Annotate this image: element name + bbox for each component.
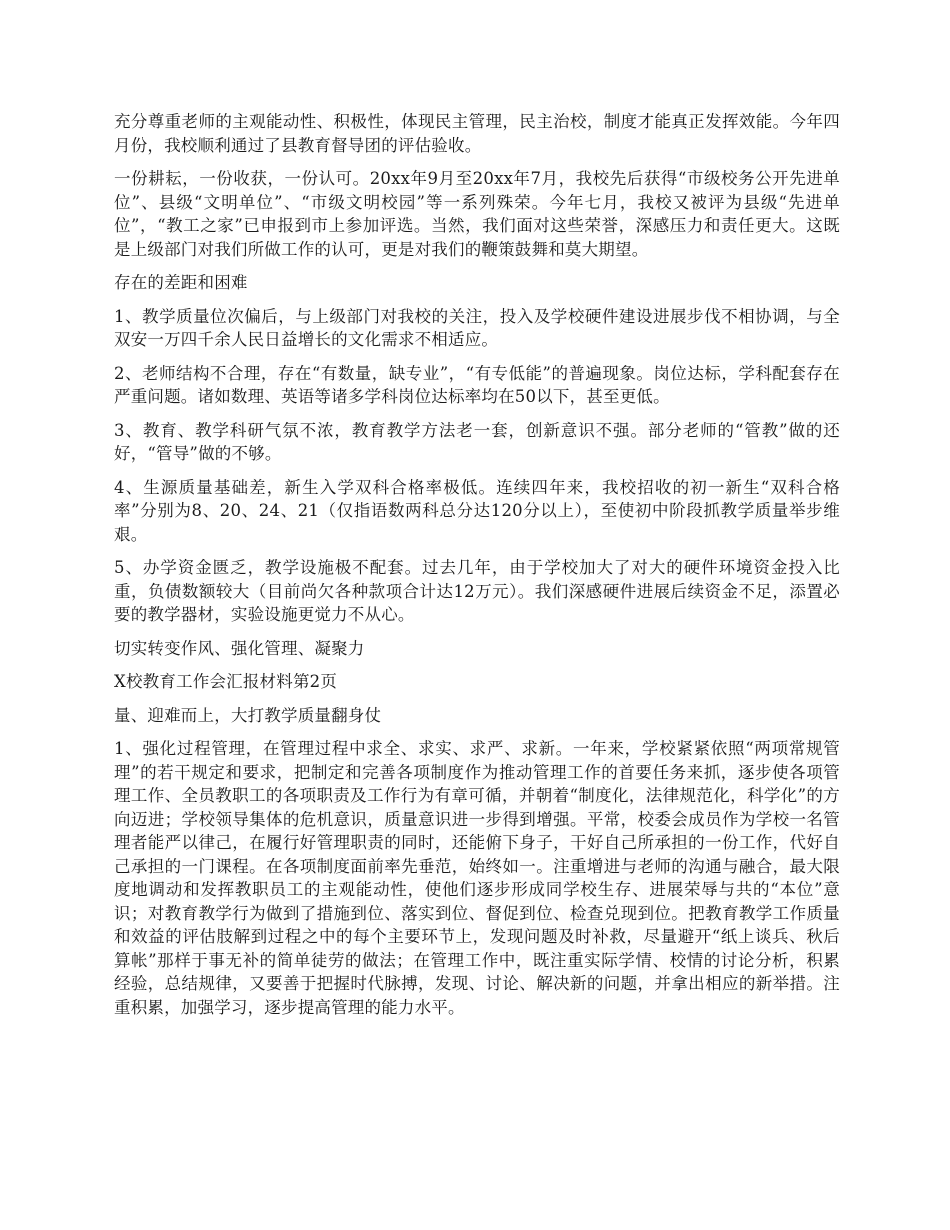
paragraph: 一份耕耘，一份收获，一份认可。20xx年9月至20xx年7月，我校先后获得“市级校务公开先进单位”、县级“文明单位”、“市级文明校园”等一系列殊荣。今年七月，我校又被评为县级“先进单位”，“教工之家”已申报到市上参加评选。当然，我们面对这些荣誉，深感压力和责任更大。这既是上级部门对我们所做工作的认可，更是对我们的鞭策鼓舞和莫大期望。	[114, 169, 840, 259]
page-marker: X校教育工作会汇报材料第2页	[114, 672, 338, 691]
paragraph: 5、办学资金匮乏，教学设施极不配套。过去几年，由于学校加大了对大的硬件环境资金投入比重，负债数额较大（目前尚欠各种款项合计达12万元）。我们深感硬件进展后续资金不足，添置必要的教学器材，实验设施更觉力不从心。	[114, 558, 840, 624]
paragraph: 1、教学质量位次偏后，与上级部门对我校的关注，投入及学校硬件建设进展步伐不相协调，与全双安一万四千余人民日益增长的文化需求不相适应。	[114, 306, 840, 349]
paragraph: 充分尊重老师的主观能动性、积极性，体现民主管理，民主治校，制度才能真正发挥效能。今年四月份，我校顺利通过了县教育督导团的评估验收。	[114, 112, 840, 155]
document-body	[114, 110, 840, 1029]
section-heading: 量、迎难而上，大打教学质量翻身仗	[114, 705, 382, 725]
paragraph: 2、老师结构不合理，存在“有数量，缺专业”，“有专低能”的普遍现象。岗位达标，学科配套存在严重问题。诸如数理、英语等诸多学科岗位达标率均在50以下，甚至更低。	[114, 363, 840, 406]
section-heading: 存在的差距和困难	[114, 273, 248, 292]
section-heading: 切实转变作风、强化管理、凝聚力	[114, 638, 365, 658]
paragraph: 1、强化过程管理，在管理过程中求全、求实、求严、求新。一年来，学校紧紧依照“两项常规管理”的若干规定和要求，把制定和完善各项制度作为推动管理工作的首要任务来抓，逐步使各项管理工作、全员教职工的各项职责及工作行为有章可循，并朝着“制度化，法律规范化，科学化”的方向迈进；学校领导集体的危机意识，质量意识进一步得到增强。平常，校委会成员作为学校一名管理者能严以律己，在履行好管理职责的同时，还能俯下身子，干好自己所承担的一份工作，代好自己承担的一门课程。在各项制度面前率先垂范，始终如一。注重增进与老师的沟通与融合，最大限度地调动和发挥教职员工的主观能动性，使他们逐步形成同学校生存、进展荣辱与共的“本位”意识；对教育教学行为做到了措施到位、落实到位、督促到位、检查兑现到位。把教育教学工作质量和效益的评估肢解到过程之中的每个主要环节上，发现问题及时补救，尽量避开“纸上谈兵、秋后算帐”那样于事无补的简单徒劳的做法；在管理工作中，既注重实际学情、校情的讨论分析，积累经验，总结规律，又要善于把握时代脉搏，发现、讨论、解决新的问题，并拿出相应的新举措。注重积累，加强学习，逐步提高管理的能力水平。	[114, 739, 840, 1017]
paragraph: 3、教育、教学科研气氛不浓，教育教学方法老一套，创新意识不强。部分老师的“管教”做的还好，“管导”做的不够。	[114, 420, 840, 463]
paragraph: 4、生源质量基础差，新生入学双科合格率极低。连续四年来，我校招收的初一新生“双科合格率”分别为8、20、24、21（仅指语数两科总分达120分以上），至使初中阶段抓教学质量举步维艰。	[114, 477, 840, 544]
